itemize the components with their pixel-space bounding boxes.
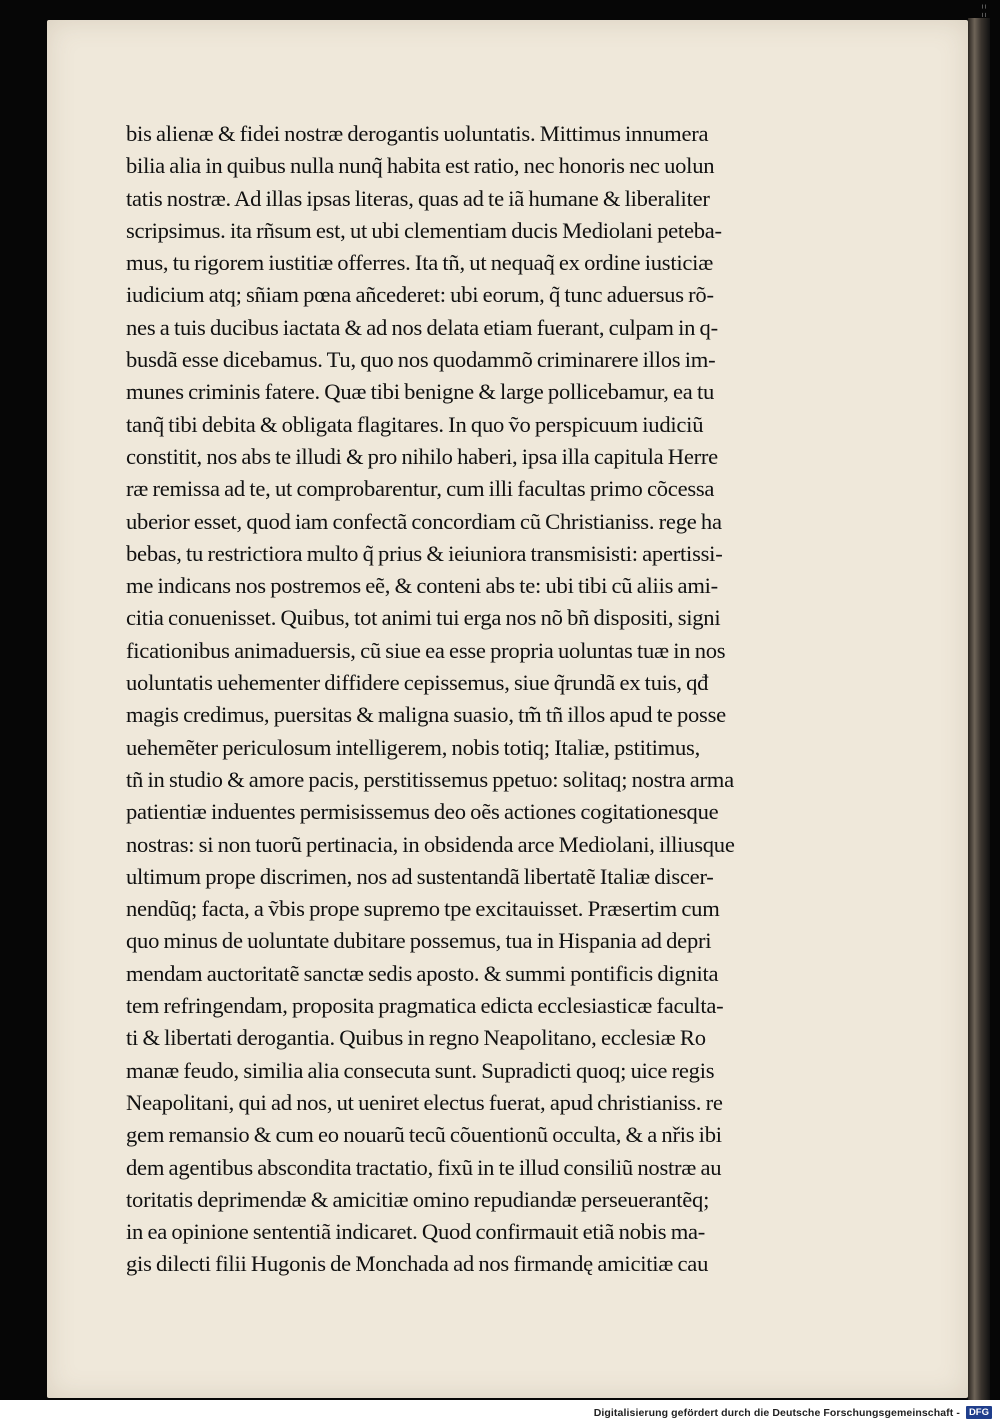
text-line: Neapolitani, qui ad nos, ut ueniret electus fuerat, apud christianiss. re bbox=[126, 1089, 723, 1115]
document-text bbox=[126, 118, 926, 1281]
text-line: ti & libertati derogantia. Quibus in regno Neapolitano, ecclesiæ Ro bbox=[126, 1025, 706, 1051]
text-line: busdã esse dicebamus. Tu, quo nos quodammõ criminarere illos im- bbox=[126, 347, 716, 373]
text-line: tñ in studio & amore pacis, perstitissemus ppetuo: solitaq; nostra arma bbox=[126, 766, 734, 792]
text-line: me indicans nos postremos eẽ, & conteni abs te: ubi tibi cũ aliis ami- bbox=[126, 573, 718, 599]
dfg-logo-icon: DFG bbox=[966, 1406, 992, 1419]
text-line: bebas, tu restrictiora multo q̃ prius & ieiuniora transmisisti: apertissi- bbox=[126, 540, 723, 566]
text-line: mus, tu rigorem iustitiæ offerres. Ita tñ, ut nequaq̃ ex ordine iusticiæ bbox=[126, 250, 714, 276]
text-line: munes criminis fatere. Quæ tibi benigne & large pollicebamur, ea tu bbox=[126, 379, 715, 405]
text-line: quo minus de uoluntate dubitare possemus, tua in Hispania ad depri bbox=[126, 928, 712, 954]
footer-bar bbox=[0, 1400, 1000, 1425]
text-line: nes a tuis ducibus iactata & ad nos delata etiam fuerant, culpam in q- bbox=[126, 314, 718, 340]
text-line: constitit, nos abs te illudi & pro nihilo haberi, ipsa illa capitula Herre bbox=[126, 443, 718, 469]
text-line: ficationibus animaduersis, cũ siue ea esse propria uoluntas tuæ in nos bbox=[126, 637, 726, 663]
text-line: tem refringendam, proposita pragmatica edicta ecclesiasticæ faculta- bbox=[126, 993, 724, 1019]
text-line: citia conuenisset. Quibus, tot animi tui erga nos nõ bñ dispositi, signi bbox=[126, 605, 721, 631]
text-line: iudicium atq; sñiam pœna añcederet: ubi eorum, q̃ tunc aduersus rõ- bbox=[126, 282, 714, 308]
text-line: scripsimus. ita rñsum est, ut ubi clementiam ducis Mediolani peteba- bbox=[126, 217, 722, 243]
text-line: uoluntatis uehementer diffidere cepissemus, siue q̃rundã ex tuis, qđ bbox=[126, 670, 709, 696]
corner-mark: ¦¦ bbox=[981, 3, 987, 18]
funding-credit: Digitalisierung gefördert durch die Deutsche Forschungsgemeinschaft - bbox=[593, 1407, 960, 1419]
text-line: manæ feudo, similia alia consecuta sunt. Supradicti quoq; uice regis bbox=[126, 1057, 715, 1083]
text-line: uehemẽter periculosum intelligerem, nobis totiq; Italiæ, pstitimus, bbox=[126, 734, 700, 760]
text-line: ultimum prope discrimen, nos ad sustentandã libertatẽ Italiæ discer- bbox=[126, 863, 714, 889]
text-line: magis credimus, puersitas & maligna suasio, tm̃ tñ illos apud te posse bbox=[126, 702, 726, 728]
text-line: nostras: si non tuorũ pertinacia, in obsidenda arce Mediolani, illiusque bbox=[126, 831, 735, 857]
text-line: uberior esset, quod iam confectã concordiam cũ Christianiss. rege ha bbox=[126, 508, 722, 534]
text-line: nendũq; facta, a ṽbis prope supremo tpe excitauisset. Præsertim cum bbox=[126, 896, 720, 922]
text-line: bis alienæ & fidei nostræ derogantis uoluntatis. Mittimus innumera bbox=[126, 121, 709, 146]
text-line: mendam auctoritatẽ sanctæ sedis aposto. & summi pontificis dignita bbox=[126, 960, 719, 986]
text-line: gem remansio & cum eo nouarũ tecũ cõuentionũ occulta, & a nřis ibi bbox=[126, 1122, 722, 1148]
text-line: ræ remissa ad te, ut comprobarentur, cum illi facultas primo cõcessa bbox=[126, 476, 715, 502]
text-line: toritatis deprimendæ & amicitiæ omino repudiandæ perseuerantẽq; bbox=[126, 1186, 710, 1212]
text-line: patientiæ induentes permisissemus deo oẽs actiones cogitationesque bbox=[126, 799, 719, 825]
text-line: bilia alia in quibus nulla nunq̃ habita est ratio, nec honoris nec uolun bbox=[126, 153, 715, 179]
text-line: in ea opinione sententiã indicaret. Quod confirmauit etiã nobis ma- bbox=[126, 1219, 706, 1245]
page-edge bbox=[968, 18, 990, 1400]
text-line: tatis nostræ. Ad illas ipsas literas, quas ad te iã humane & liberaliter bbox=[126, 185, 710, 211]
text-line: tanq̃ tibi debita & obligata flagitares. In quo ṽo perspicuum iudiciũ bbox=[126, 411, 704, 437]
text-line: dem agentibus abscondita tractatio, fixũ in te illud consiliũ nostræ au bbox=[126, 1154, 722, 1180]
text-line: gis dilecti filii Hugonis de Monchada ad nos firmandę amicitiæ cau bbox=[126, 1251, 709, 1277]
